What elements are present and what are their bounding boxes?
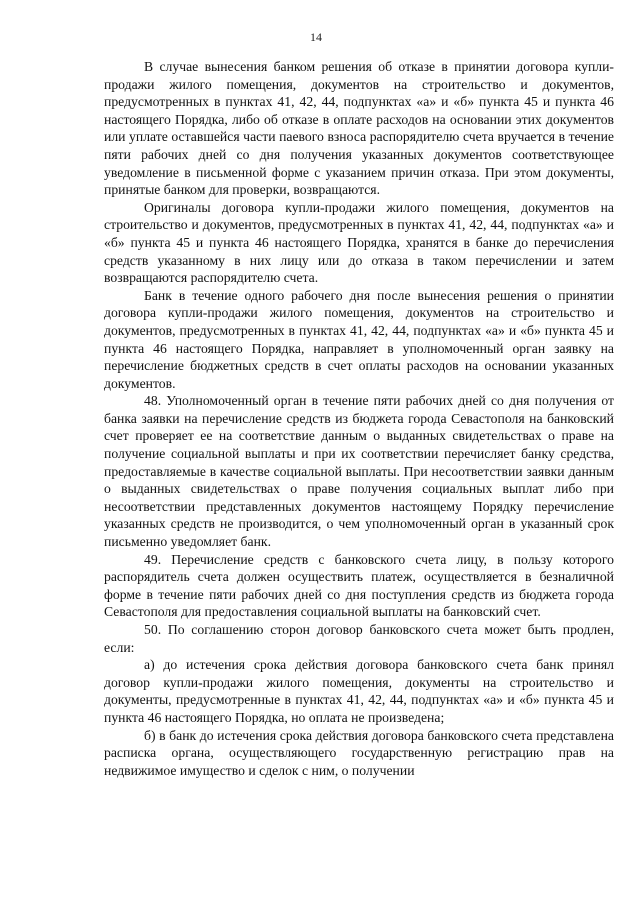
paragraph-bank-request: Банк в течение одного рабочего дня после вынесения решения о принятии договора купли-продажи жилого помещения, документов на строительство и документов, предусмотренных в пунктах 41, 42, 44, подпунктах «а» и «б» пункта 45 и пункта 46 настоящего Порядка, направляет в уполномоченный орган заявку на перечисление бюджетных средств в счет оплаты расходов на основании указанных документов. [104,287,614,391]
document-body [104,58,614,779]
paragraph-50: 50. По соглашению сторон договор банковского счета может быть продлен, если: [104,622,614,655]
paragraph-refusal-notice: В случае вынесения банком решения об отказе в принятии договора купли-продажи жилого помещения, документов на строительство и документов, предусмотренных в пунктах 41, 42, 44, подпунктах «а» и «б» пункта 45 и пункта 46 настоящего Порядка, либо об отказе в оплате расходов на основании этих документов или уплате оставшейся части паевого взноса распорядителю счета вручается в течение пяти рабочих дней со дня получения указанных документов соответствующее уведомление в письменной форме с указанием причин отказа. При этом документы, принятые банком для проверки, возвращаются. [104,59,614,198]
paragraph-49: 49. Перечисление средств с банковского счета лицу, в пользу которого распорядитель счета должен осуществить платеж, осуществляется в безналичной форме в течение пяти рабочих дней со дня поступления средств из бюджета города Севастополя для предоставления социальной выплаты на банковский счет. [104,551,614,620]
paragraph-50-b: б) в банк до истечения срока действия договора банковского счета представлена расписка органа, осуществляющего государственную регистрацию прав на недвижимое имущество и сделок с ним, о получении [104,727,614,778]
page-number: 14 [310,30,322,44]
paragraph-48: 48. Уполномоченный орган в течение пяти рабочих дней со дня получения от банка заявки на перечисление средств из бюджета города Севастополя на банковский счет проверяет ее на соответствие данным о выданных свидетельствах о праве на получение социальной выплаты и при их соответствии перечисляет банку средства, предоставляемые в качестве социальной выплаты. При несоответствии заявки данным о выданных свидетельствах о праве получения социальных выплат либо при несоответствии представленных документов настоящему Порядку перечисление указанных средств не производится, о чем уполномоченный орган в указанный срок письменно уведомляет банк. [104,393,614,550]
paragraph-50-a: а) до истечения срока действия договора банковского счета банк принял договор купли-продажи жилого помещения, документы на строительство и документы, предусмотренные в пунктах 41, 42, 44, подпунктах «а» и «б» пункта 45 и пункта 46 настоящего Порядка, но оплата не произведена; [104,657,614,725]
paragraph-originals-storage: Оригиналы договора купли-продажи жилого помещения, документов на строительство и документов, предусмотренных в пунктах 41, 42, 44, подпунктах «а» и «б» пункта 45 и пункта 46 настоящего Порядка, хранятся в банке до перечисления средств указанному в них лицу или до отказа в таком перечислении и затем возвращаются распорядителю счета. [104,199,614,286]
